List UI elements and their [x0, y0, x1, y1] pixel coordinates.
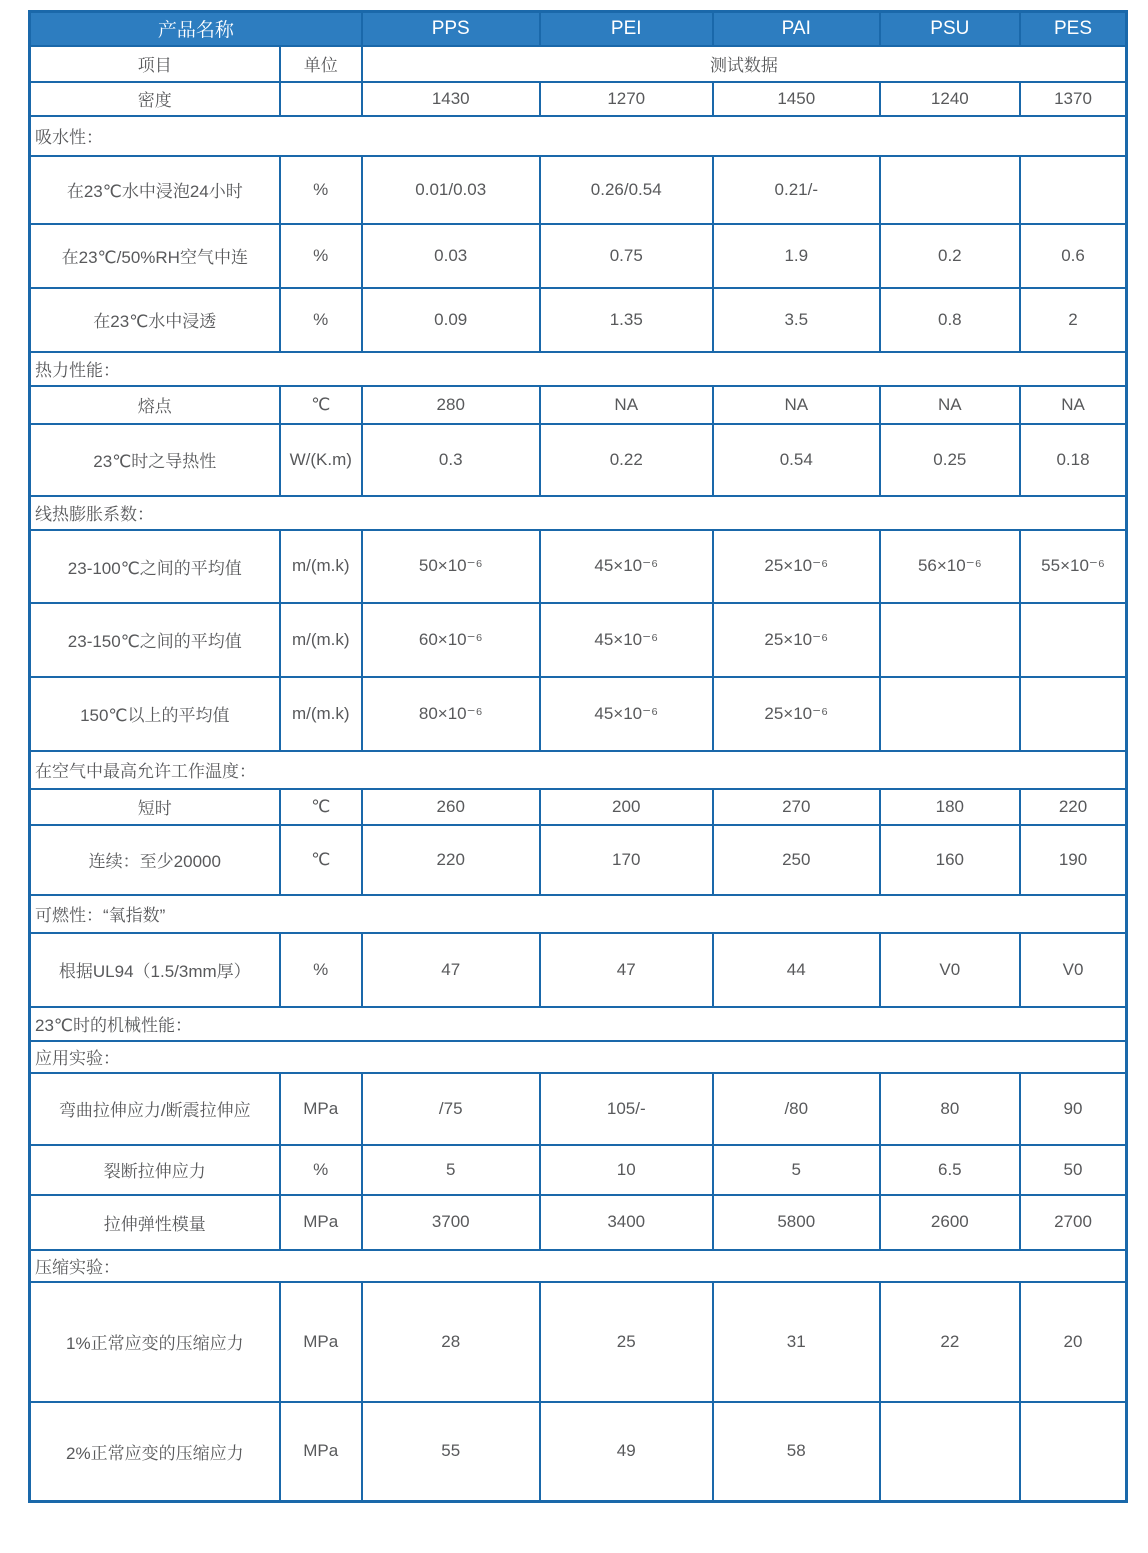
- data-row: [30, 1195, 1127, 1250]
- column-header-pps: PPS: [362, 12, 540, 46]
- row-label: 弯曲拉伸应力/断震拉伸应: [30, 1073, 280, 1145]
- value-cell-psu: 22: [880, 1282, 1020, 1402]
- value-cell-pps: 50×10⁻⁶: [362, 530, 540, 603]
- unit-cell: MPa: [280, 1073, 362, 1145]
- value-cell-pai: 0.54: [713, 424, 880, 496]
- value-cell-pes: 2: [1020, 288, 1126, 352]
- row-label: 150℃以上的平均值: [30, 677, 280, 751]
- value-cell-pei: NA: [540, 386, 713, 424]
- value-cell-pei: 25: [540, 1282, 713, 1402]
- section-label: 23℃时的机械性能：: [30, 1007, 1127, 1041]
- value-cell-pai: 250: [713, 825, 880, 895]
- unit-cell: ℃: [280, 386, 362, 424]
- row-label: 连续：至少20000: [30, 825, 280, 895]
- section-label: 可燃性：“氧指数”: [30, 895, 1127, 933]
- row-label: 裂断拉伸应力: [30, 1145, 280, 1195]
- unit-cell: %: [280, 288, 362, 352]
- value-cell-psu: 0.25: [880, 424, 1020, 496]
- value-cell-pai: NA: [713, 386, 880, 424]
- unit-cell: MPa: [280, 1195, 362, 1250]
- section-row: [30, 751, 1127, 789]
- value-cell-pes: [1020, 677, 1126, 751]
- row-label: 在23℃水中浸泡24小时: [30, 156, 280, 224]
- value-cell-pai: 31: [713, 1282, 880, 1402]
- value-cell-pei: 170: [540, 825, 713, 895]
- row-label: 熔点: [30, 386, 280, 424]
- data-row: [30, 386, 1127, 424]
- value-cell-pei: 1270: [540, 82, 713, 116]
- unit-cell: m/(m.k): [280, 530, 362, 603]
- value-cell-pei: 1.35: [540, 288, 713, 352]
- value-cell-pps: 280: [362, 386, 540, 424]
- value-cell-pes: V0: [1020, 933, 1126, 1007]
- value-cell-pes: 55×10⁻⁶: [1020, 530, 1126, 603]
- value-cell-pei: 0.75: [540, 224, 713, 288]
- data-row: [30, 603, 1127, 677]
- data-row: [30, 1282, 1127, 1402]
- value-cell-psu: [880, 1402, 1020, 1502]
- table-header: [30, 12, 1127, 46]
- section-row: [30, 1041, 1127, 1073]
- row-label: 23-150℃之间的平均值: [30, 603, 280, 677]
- section-label: 在空气中最高允许工作温度：: [30, 751, 1127, 789]
- column-header-psu: PSU: [880, 12, 1020, 46]
- data-row: [30, 677, 1127, 751]
- spec-table: [28, 10, 1128, 1503]
- data-row: [30, 530, 1127, 603]
- value-cell-pai: /80: [713, 1073, 880, 1145]
- row-label: 1%正常应变的压缩应力: [30, 1282, 280, 1402]
- value-cell-pps: 220: [362, 825, 540, 895]
- data-row: [30, 825, 1127, 895]
- data-row: [30, 224, 1127, 288]
- value-cell-pei: 45×10⁻⁶: [540, 603, 713, 677]
- value-cell-pai: 3.5: [713, 288, 880, 352]
- row-label: 23℃时之导热性: [30, 424, 280, 496]
- value-cell-psu: [880, 677, 1020, 751]
- value-cell-pps: 0.03: [362, 224, 540, 288]
- value-cell-pes: [1020, 156, 1126, 224]
- value-cell-pps: 80×10⁻⁶: [362, 677, 540, 751]
- value-cell-pes: 190: [1020, 825, 1126, 895]
- value-cell-pai: 5: [713, 1145, 880, 1195]
- item-header: 项目: [30, 46, 280, 82]
- unit-cell: %: [280, 156, 362, 224]
- value-cell-psu: NA: [880, 386, 1020, 424]
- data-row: [30, 1402, 1127, 1502]
- value-cell-pei: 0.22: [540, 424, 713, 496]
- value-cell-pei: 0.26/0.54: [540, 156, 713, 224]
- unit-cell: MPa: [280, 1402, 362, 1502]
- value-cell-pei: 49: [540, 1402, 713, 1502]
- row-label: 在23℃/50%RH空气中连: [30, 224, 280, 288]
- value-cell-pps: 0.3: [362, 424, 540, 496]
- value-cell-pps: 60×10⁻⁶: [362, 603, 540, 677]
- data-row: [30, 288, 1127, 352]
- value-cell-pei: 45×10⁻⁶: [540, 677, 713, 751]
- section-label: 热力性能：: [30, 352, 1127, 386]
- data-row: [30, 789, 1127, 825]
- data-row: [30, 156, 1127, 224]
- value-cell-pps: 55: [362, 1402, 540, 1502]
- unit-cell: MPa: [280, 1282, 362, 1402]
- value-cell-psu: 56×10⁻⁶: [880, 530, 1020, 603]
- subheader-row: [30, 46, 1127, 82]
- value-cell-pps: 1430: [362, 82, 540, 116]
- value-cell-pps: 260: [362, 789, 540, 825]
- value-cell-pps: 47: [362, 933, 540, 1007]
- data-row: [30, 1073, 1127, 1145]
- section-row: [30, 496, 1127, 530]
- value-cell-pai: 25×10⁻⁶: [713, 677, 880, 751]
- value-cell-pai: 1.9: [713, 224, 880, 288]
- value-cell-psu: [880, 156, 1020, 224]
- value-cell-pes: 50: [1020, 1145, 1126, 1195]
- data-row: [30, 933, 1127, 1007]
- row-label: 根据UL94（1.5/3mm厚）: [30, 933, 280, 1007]
- value-cell-pai: 25×10⁻⁶: [713, 603, 880, 677]
- value-cell-psu: 160: [880, 825, 1020, 895]
- value-cell-pes: 1370: [1020, 82, 1126, 116]
- section-row: [30, 895, 1127, 933]
- value-cell-pei: 47: [540, 933, 713, 1007]
- row-label: 拉伸弹性模量: [30, 1195, 280, 1250]
- value-cell-psu: 0.2: [880, 224, 1020, 288]
- value-cell-pei: 200: [540, 789, 713, 825]
- value-cell-pes: [1020, 1402, 1126, 1502]
- section-label: 吸水性：: [30, 116, 1127, 156]
- unit-cell: ℃: [280, 825, 362, 895]
- value-cell-psu: V0: [880, 933, 1020, 1007]
- section-row: [30, 1007, 1127, 1041]
- value-cell-psu: 2600: [880, 1195, 1020, 1250]
- value-cell-pai: 25×10⁻⁶: [713, 530, 880, 603]
- value-cell-pps: 0.09: [362, 288, 540, 352]
- value-cell-pei: 3400: [540, 1195, 713, 1250]
- unit-cell: %: [280, 1145, 362, 1195]
- value-cell-pps: 5: [362, 1145, 540, 1195]
- value-cell-psu: 80: [880, 1073, 1020, 1145]
- value-cell-psu: 0.8: [880, 288, 1020, 352]
- value-cell-pai: 1450: [713, 82, 880, 116]
- data-row: [30, 424, 1127, 496]
- value-cell-pes: 220: [1020, 789, 1126, 825]
- row-label: 2%正常应变的压缩应力: [30, 1402, 280, 1502]
- section-label: 应用实验：: [30, 1041, 1127, 1073]
- row-label: 短时: [30, 789, 280, 825]
- product-name-header: 产品名称: [30, 12, 362, 46]
- value-cell-psu: 6.5: [880, 1145, 1020, 1195]
- value-cell-pai: 44: [713, 933, 880, 1007]
- value-cell-pps: 0.01/0.03: [362, 156, 540, 224]
- value-cell-pai: 270: [713, 789, 880, 825]
- unit-header: 单位: [280, 46, 362, 82]
- product-header-row: [30, 12, 1127, 46]
- section-row: [30, 352, 1127, 386]
- row-label: 在23℃水中浸透: [30, 288, 280, 352]
- data-row: [30, 1145, 1127, 1195]
- section-row: [30, 1250, 1127, 1282]
- value-cell-psu: [880, 603, 1020, 677]
- unit-cell: m/(m.k): [280, 603, 362, 677]
- value-cell-pes: 90: [1020, 1073, 1126, 1145]
- unit-cell: ℃: [280, 789, 362, 825]
- column-header-pes: PES: [1020, 12, 1126, 46]
- value-cell-pes: 0.18: [1020, 424, 1126, 496]
- column-header-pai: PAI: [713, 12, 880, 46]
- value-cell-pes: [1020, 603, 1126, 677]
- unit-cell: W/(K.m): [280, 424, 362, 496]
- section-label: 线热膨胀系数：: [30, 496, 1127, 530]
- section-row: [30, 116, 1127, 156]
- value-cell-pei: 45×10⁻⁶: [540, 530, 713, 603]
- table-body: [30, 46, 1127, 1502]
- value-cell-psu: 180: [880, 789, 1020, 825]
- unit-cell: %: [280, 224, 362, 288]
- test-data-header: 测试数据: [362, 46, 1127, 82]
- unit-cell: %: [280, 933, 362, 1007]
- row-label: 23-100℃之间的平均值: [30, 530, 280, 603]
- value-cell-psu: 1240: [880, 82, 1020, 116]
- column-header-pei: PEI: [540, 12, 713, 46]
- value-cell-pps: 3700: [362, 1195, 540, 1250]
- value-cell-pai: 58: [713, 1402, 880, 1502]
- value-cell-pes: 20: [1020, 1282, 1126, 1402]
- value-cell-pai: 5800: [713, 1195, 880, 1250]
- value-cell-pei: 10: [540, 1145, 713, 1195]
- unit-cell: [280, 82, 362, 116]
- value-cell-pai: 0.21/-: [713, 156, 880, 224]
- value-cell-pei: 105/-: [540, 1073, 713, 1145]
- data-row: [30, 82, 1127, 116]
- row-label: 密度: [30, 82, 280, 116]
- value-cell-pes: 0.6: [1020, 224, 1126, 288]
- unit-cell: m/(m.k): [280, 677, 362, 751]
- value-cell-pes: 2700: [1020, 1195, 1126, 1250]
- section-label: 压缩实验：: [30, 1250, 1127, 1282]
- value-cell-pes: NA: [1020, 386, 1126, 424]
- value-cell-pps: /75: [362, 1073, 540, 1145]
- value-cell-pps: 28: [362, 1282, 540, 1402]
